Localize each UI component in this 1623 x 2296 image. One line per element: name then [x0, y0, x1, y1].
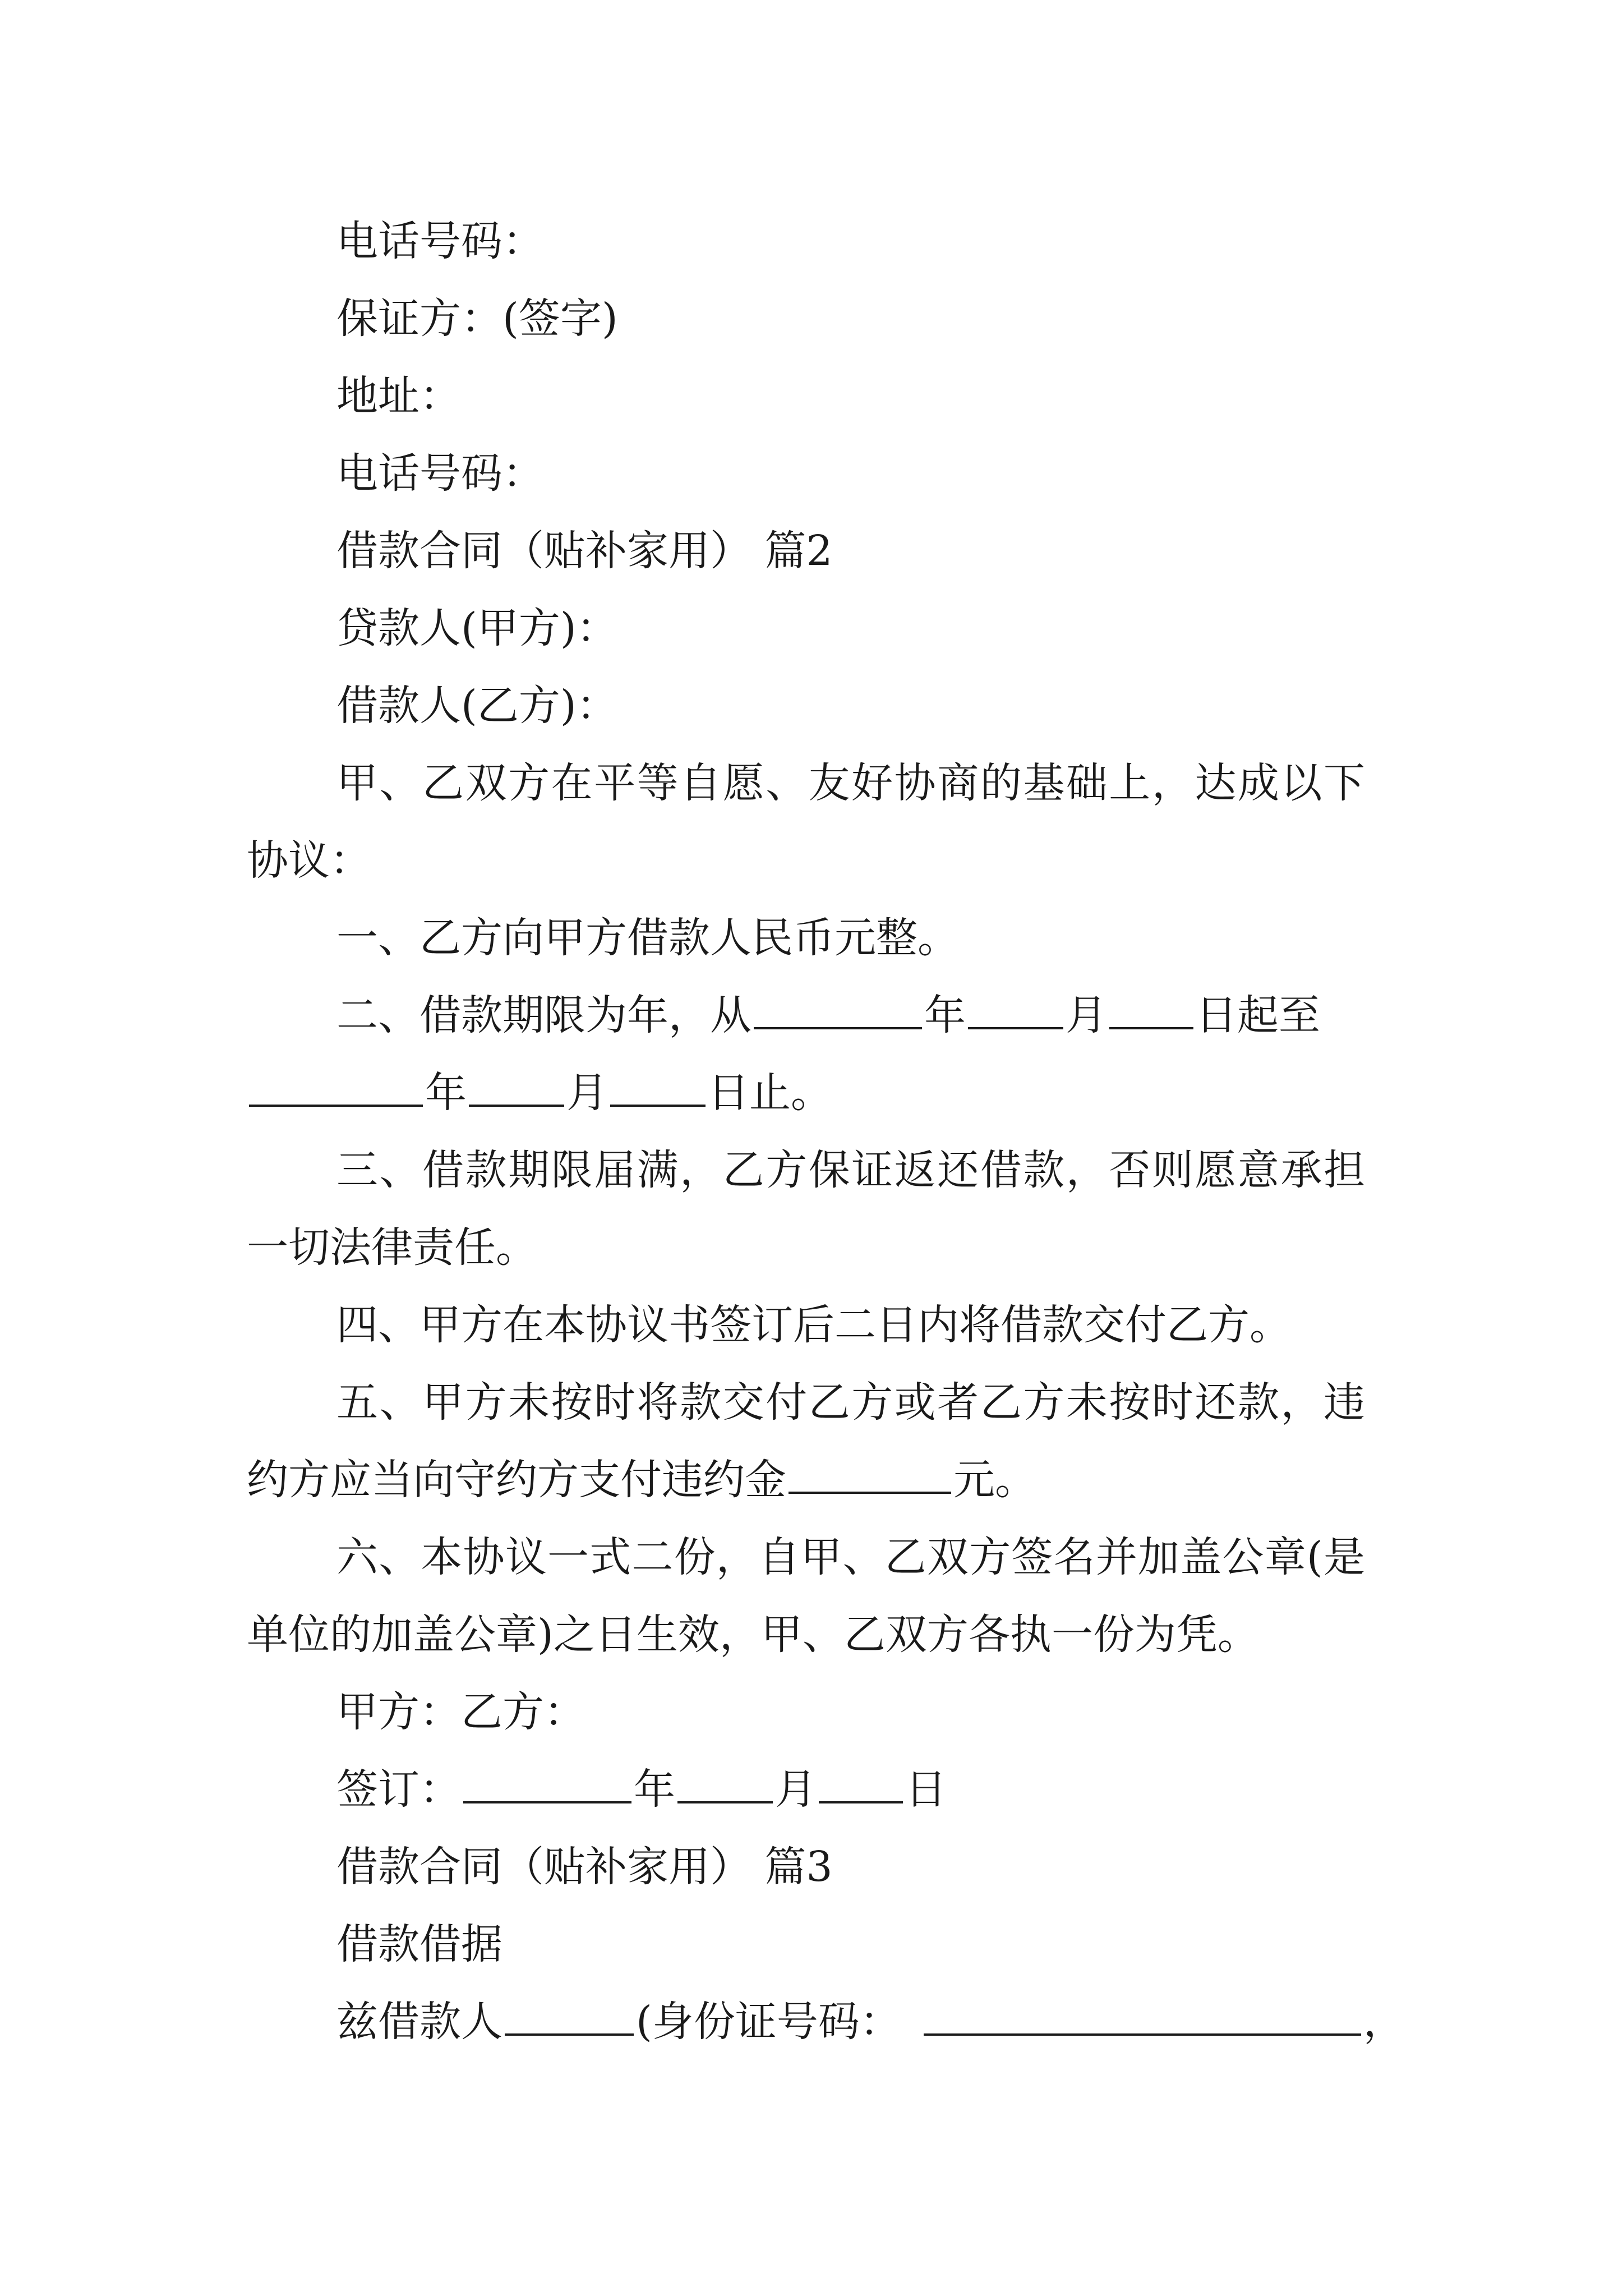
clause-6: 六、本协议一式二份，自甲、乙双方签名并加盖公章(是: [336, 1533, 1365, 1581]
clause-5-text: 约方应当向守约方支付违约金: [247, 1456, 786, 1504]
sign-date: [336, 1761, 947, 1818]
end-month-unit: 月: [566, 1069, 608, 1117]
phone-label: 电话号码：: [336, 449, 544, 498]
comma: ，: [1363, 1998, 1405, 2046]
clause-5-cont: [247, 1452, 1036, 1508]
month-unit: 月: [1066, 991, 1107, 1039]
parties-signature: 甲方：乙方：: [336, 1688, 585, 1736]
clause-2-cont: [247, 1065, 832, 1121]
agreement-intro-cont: 协议：: [247, 836, 371, 885]
receipt-borrower-line: [336, 1994, 1405, 2050]
blank-borrower-name: [505, 2000, 634, 2036]
receipt-title: 借款借据: [336, 1920, 502, 1968]
blank-end-year: [249, 1071, 423, 1107]
sign-month-unit: 月: [775, 1765, 817, 1814]
agreement-intro: 甲、乙双方在平等自愿、友好协商的基础上，达成以下: [336, 759, 1365, 807]
guarantor-signature-label: 保证方：(签字): [336, 295, 618, 343]
blank-sign-day: [819, 1768, 903, 1803]
blank-year: [754, 993, 922, 1029]
clause-3: 三、借款期限届满，乙方保证返还借款，否则愿意承担: [336, 1146, 1365, 1194]
sign-year-unit: 年: [634, 1765, 675, 1814]
section-heading-3: 借款合同（贴补家用） 篇3: [336, 1843, 833, 1891]
end-year-unit: 年: [425, 1069, 467, 1117]
borrower-label: 借款人(乙方)：: [336, 682, 618, 730]
end-day-unit: 日止。: [708, 1069, 832, 1117]
blank-id-number: [924, 2000, 1361, 2036]
blank-month: [968, 993, 1063, 1029]
blank-end-month: [469, 1071, 564, 1107]
section-heading-2: 借款合同（贴补家用） 篇2: [336, 527, 833, 575]
id-number-label: (身份证号码：: [636, 1998, 901, 2046]
clause-1: 一、乙方向甲方借款人民币元整。: [336, 914, 959, 962]
blank-sign-year: [463, 1768, 631, 1803]
blank-end-day: [610, 1071, 706, 1107]
clause-4: 四、甲方在本协议书签订后二日内将借款交付乙方。: [336, 1301, 1291, 1349]
year-unit: 年: [924, 991, 966, 1039]
clause-6-cont: 单位的加盖公章)之日生效，甲、乙双方各执一份为凭。: [247, 1611, 1259, 1659]
lender-label: 贷款人(甲方)：: [336, 604, 618, 652]
currency-unit: 元。: [953, 1456, 1036, 1504]
clause-2-text: 二、借款期限为年，从: [336, 991, 751, 1039]
clause-2: [336, 987, 1365, 1043]
receipt-borrower-label: 兹借款人: [336, 1998, 502, 2046]
clause-3-cont: 一切法律责任。: [247, 1223, 537, 1272]
sign-day-unit: 日: [905, 1765, 947, 1814]
blank-day: [1109, 993, 1193, 1029]
blank-penalty: [789, 1458, 951, 1494]
guarantor-phone-label: 电话号码：: [336, 217, 544, 265]
sign-date-label: 签订：: [336, 1765, 461, 1814]
blank-sign-month: [677, 1768, 773, 1803]
day-unit: 日起至: [1196, 991, 1320, 1039]
address-label: 地址：: [336, 372, 461, 420]
clause-5: 五、甲方未按时将款交付乙方或者乙方未按时还款，违: [336, 1378, 1365, 1427]
